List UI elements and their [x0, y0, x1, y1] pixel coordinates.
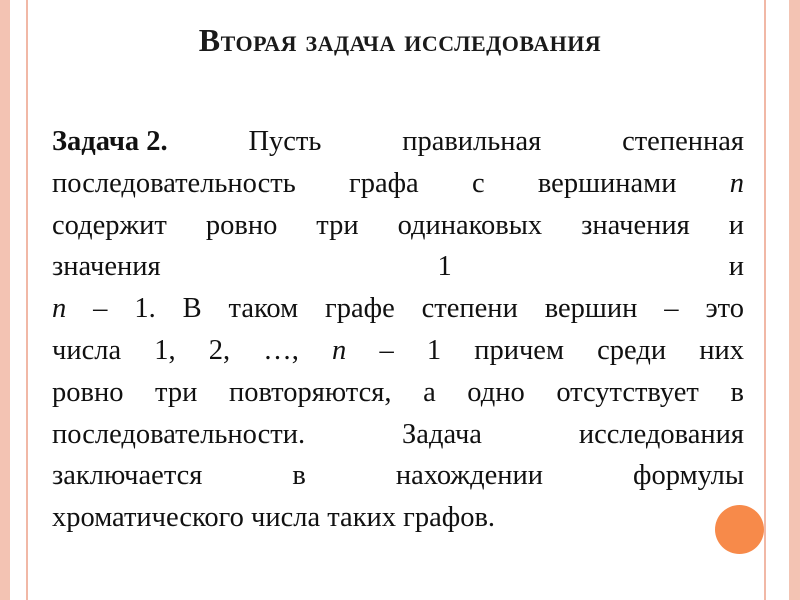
paragraph-word: – [379, 334, 394, 366]
paragraph-word: значения [581, 209, 690, 241]
paragraph-word: хроматического числа таких графов. [52, 502, 496, 534]
paragraph-word: – [93, 293, 108, 325]
paragraph-word: одно [467, 376, 525, 408]
paragraph-word: графа [349, 167, 419, 199]
paragraph-word: и [728, 251, 744, 283]
paragraph-word: 1 [437, 251, 452, 283]
paragraph-word: степени [421, 293, 518, 325]
paragraph-word: числа [52, 334, 122, 366]
left-border-stripe [0, 0, 10, 600]
paragraph-word: три [316, 209, 359, 241]
paragraph-line [52, 372, 744, 414]
paragraph-word: среди [597, 334, 667, 366]
paragraph-line [52, 163, 744, 205]
paragraph-word: формулы [633, 460, 744, 492]
paragraph-word: в [292, 460, 306, 492]
paragraph-word: и [728, 209, 744, 241]
paragraph-word: это [705, 293, 744, 325]
right-border-line [764, 0, 766, 600]
paragraph-word: последовательность [52, 167, 296, 199]
paragraph-word: …, [263, 334, 299, 366]
paragraph-line [52, 497, 744, 539]
paragraph-word: 1, [154, 334, 176, 366]
paragraph-word: а [423, 376, 436, 408]
paragraph-word: последовательности. [52, 418, 306, 450]
paragraph-word: значения [52, 251, 161, 283]
problem-heading: Задача 2. [52, 126, 168, 157]
paragraph-word: ровно [52, 376, 124, 408]
math-variable: n [52, 293, 67, 325]
paragraph-line [52, 205, 744, 247]
paragraph-word: заключается [52, 460, 203, 492]
left-border-line [26, 0, 28, 600]
paragraph-word: повторяются, [228, 376, 392, 408]
paragraph-word: причем [474, 334, 564, 366]
paragraph-word: графе [325, 293, 395, 325]
problem-paragraph [52, 121, 744, 539]
paragraph-word: таком [228, 293, 299, 325]
math-variable: n [729, 167, 744, 199]
paragraph-word: в [730, 376, 744, 408]
paragraph-word: ровно [205, 209, 278, 241]
paragraph-word: вершинами [537, 167, 677, 199]
paragraph-word: нахождении [395, 460, 544, 492]
paragraph-word: 1 [426, 334, 442, 366]
paragraph-word: 1. [134, 293, 156, 325]
paragraph-word: Задача [402, 418, 482, 450]
paragraph-word: с [471, 167, 485, 199]
paragraph-word: – [664, 293, 679, 325]
paragraph-line [52, 288, 744, 330]
paragraph-word: одинаковых [397, 209, 543, 241]
paragraph-word: исследования [578, 418, 744, 450]
paragraph-word: В [182, 293, 202, 325]
paragraph-line [52, 121, 744, 163]
paragraph-line [52, 455, 744, 497]
decorative-circle [715, 505, 764, 554]
math-variable: n [332, 334, 347, 366]
paragraph-word: них [699, 334, 744, 366]
right-border-stripe [789, 0, 800, 600]
paragraph-line [52, 414, 744, 456]
paragraph-word: три [155, 376, 198, 408]
paragraph-line [52, 246, 744, 288]
paragraph-word: правильная [402, 126, 542, 157]
paragraph-line [52, 330, 744, 372]
paragraph-word: степенная [622, 126, 744, 157]
paragraph-word: вершин [544, 293, 638, 325]
paragraph-word: содержит [52, 209, 167, 241]
paragraph-word: 2, [208, 334, 231, 366]
paragraph-word: Пусть [248, 126, 322, 157]
paragraph-word: отсутствует [556, 376, 699, 408]
slide-title: Вторая задача исследования [198, 22, 602, 58]
